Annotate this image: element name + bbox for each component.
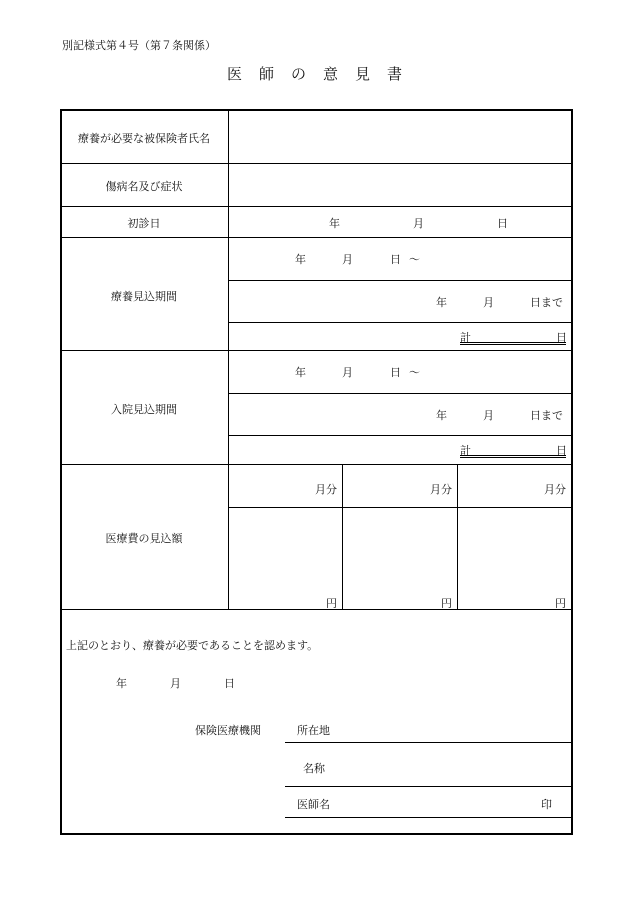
hospital-from-year: 年 [295, 366, 306, 379]
hospital-from-month: 月 [342, 366, 353, 379]
hospital-total-underline [460, 457, 566, 458]
first-visit-year: 年 [329, 217, 340, 230]
hospital-to-year: 年 [436, 409, 447, 422]
patient-name-field[interactable] [232, 114, 568, 160]
month-header-2: 月分 [430, 483, 452, 496]
name-underline [285, 786, 572, 787]
seal-mark: 印 [541, 798, 552, 811]
hospital-from-day: 日 [390, 366, 401, 379]
row-divider [61, 464, 572, 465]
first-visit-day: 日 [497, 217, 508, 230]
medical-cost-column-divider [457, 465, 458, 609]
institution-label: 保険医療機関 [195, 724, 261, 737]
treatment-period-subdivider [229, 322, 572, 323]
hospital-period-subdivider [229, 435, 572, 436]
hospital-to-month: 月 [483, 409, 494, 422]
treatment-to-year: 年 [436, 296, 447, 309]
certification-statement: 上記のとおり、療養が必要であることを認めます。 [66, 639, 319, 652]
treatment-from-year: 年 [295, 253, 306, 266]
address-label: 所在地 [297, 724, 330, 737]
medical-cost-subdivider [229, 507, 572, 508]
row-divider [61, 237, 572, 238]
cert-date-day: 日 [224, 677, 235, 690]
treatment-total-unit: 日 [556, 331, 567, 344]
name-label: 名称 [303, 762, 325, 775]
yen-unit-1: 円 [326, 597, 337, 610]
yen-unit-2: 円 [441, 597, 452, 610]
address-underline [285, 742, 572, 743]
first-visit-month: 月 [413, 217, 424, 230]
hospital-period-subdivider [229, 393, 572, 394]
row-divider [61, 609, 572, 610]
hospital-from-tilde: ～ [409, 366, 420, 379]
treatment-period-subdivider [229, 280, 572, 281]
doctor-label: 医師名 [297, 798, 330, 811]
row-divider [61, 350, 572, 351]
yen-unit-3: 円 [555, 597, 566, 610]
treatment-total-underline [460, 344, 566, 345]
treatment-total-underline [460, 342, 566, 343]
treatment-from-day: 日 [390, 253, 401, 266]
row-divider [61, 163, 572, 164]
row-divider [61, 206, 572, 207]
hospital-total-unit: 日 [556, 444, 567, 457]
treatment-period-label: 療養見込期間 [111, 290, 177, 303]
disease-field[interactable] [232, 167, 568, 203]
treatment-from-month: 月 [342, 253, 353, 266]
table-border-right [571, 109, 573, 834]
hospital-to-day-until: 日まで [530, 409, 563, 422]
month-header-3: 月分 [544, 483, 566, 496]
hospital-total-underline [460, 455, 566, 456]
cert-date-year: 年 [116, 677, 127, 690]
medical-cost-column-divider [342, 465, 343, 609]
month-header-1: 月分 [315, 483, 337, 496]
hospital-period-label: 入院見込期間 [111, 403, 177, 416]
treatment-total-label: 計 [460, 331, 471, 344]
patient-name-label: 療養が必要な被保険者氏名 [78, 132, 210, 145]
table-border-bottom [60, 833, 573, 835]
hospital-total-label: 計 [460, 444, 471, 457]
disease-label: 傷病名及び症状 [105, 180, 183, 193]
page-title: 医 師 の 意 見 書 [226, 65, 404, 83]
form-number: 別記様式第４号（第７条関係） [62, 39, 216, 52]
treatment-to-month: 月 [483, 296, 494, 309]
doctor-underline [285, 817, 572, 818]
medical-cost-label: 医療費の見込額 [105, 532, 183, 545]
cert-date-month: 月 [170, 677, 181, 690]
treatment-to-day-until: 日まで [530, 296, 563, 309]
table-border-left [60, 109, 62, 834]
treatment-from-tilde: ～ [409, 253, 420, 266]
table-border-top [60, 109, 573, 111]
label-column-divider [228, 110, 229, 610]
first-visit-label: 初診日 [127, 217, 161, 230]
